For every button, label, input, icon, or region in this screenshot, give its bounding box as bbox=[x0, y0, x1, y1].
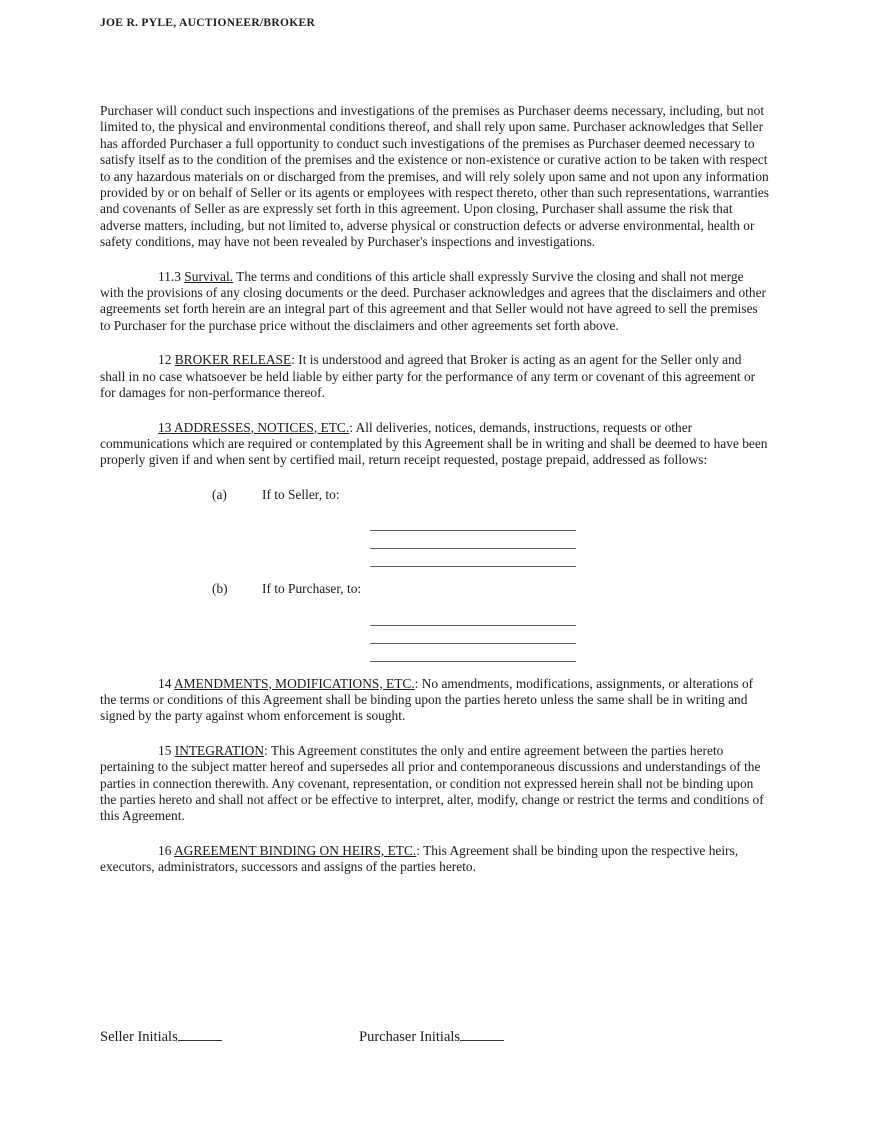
notice-row bbox=[212, 581, 770, 597]
section-title: AGREEMENT BINDING ON HEIRS, ETC. bbox=[174, 842, 417, 858]
document-header: JOE R. PYLE, AUCTIONEER/BROKER bbox=[100, 17, 316, 29]
section-12-broker-release bbox=[100, 352, 770, 401]
seller-initials-label: Seller Initials bbox=[100, 1029, 178, 1045]
initials-footer bbox=[100, 1026, 770, 1046]
notice-label: (a) bbox=[212, 486, 227, 502]
seller-address-lines bbox=[370, 513, 770, 567]
address-blank-line bbox=[370, 644, 576, 662]
section-title: BROKER RELEASE bbox=[174, 352, 292, 368]
notice-row bbox=[212, 487, 770, 503]
paragraph-inspections: Purchaser will conduct such inspections and investigations of the premises as Purchaser deems necessary, including, but not limited to, the physical and environmental conditions thereof, and shall rely upon same. Purchaser acknowledges that Seller has afforded Purchaser a full opportunity to conduct such investigations of the premises as Purchaser deemed necessary to satisfy itself as to the condition of the premises and the existence or non-existence or curative action to be taken with respect to any hazardous materials on or discharged from the premises, and will rely solely upon same and not upon any information provided by or on behalf of Seller or its agents or employees with respect thereto, other than such representations, warranties and covenants of Seller as are expressly set forth in this agreement. Upon closing, Purchaser shall assume the risk that adverse matters, including, but not limited to, adverse physical or construction defects or adverse environmental, health or safety conditions, may have not been revealed by Purchaser's inspections and investigations. bbox=[100, 103, 769, 250]
seller-initials bbox=[100, 1026, 222, 1046]
seller-initials-blank-line bbox=[178, 1026, 222, 1041]
purchaser-address-lines bbox=[370, 608, 770, 662]
section-title: Survival. bbox=[184, 268, 234, 284]
section-number: 11.3 bbox=[158, 268, 185, 284]
notice-label: (b) bbox=[212, 581, 228, 597]
section-11-3 bbox=[100, 269, 770, 335]
notice-item-seller bbox=[212, 487, 770, 567]
section-number: 16 bbox=[158, 842, 174, 858]
section-title: 13 ADDRESSES, NOTICES, ETC. bbox=[158, 419, 350, 435]
section-body-text: : It is understood and agreed that Broker is acting as an agent for the Seller only and shall in no case whatsoever be held liable by either party for the performance of any term or covenant of this agreement or for damages for non-performance thereof. bbox=[100, 352, 756, 401]
section-number: 12 bbox=[158, 352, 175, 368]
section-body-text: The terms and conditions of this article shall expressly Survive the closing and shall not merge with the provisions of any closing documents or the deed. Purchaser acknowledges and agrees that the disclaimers and other agreements set forth herein are an integral part of this agreement and that Seller would not have agreed to sell the premises to Purchaser for the purchase price without the disclaimers and other agreements set forth above. bbox=[100, 268, 766, 333]
section-body-text: : This Agreement constitutes the only and entire agreement between the parties hereto pertaining to the subject matter hereof and supersedes all prior and contemporaneous discussions and understandings of the parties in connection therewith. Any covenant, representation, or condition not expressed herein shall not be binding upon the parties hereto and shall not affect or be effective to interpret, alter, modify, change or restrict the terms and conditions of this Agreement. bbox=[100, 742, 764, 824]
section-14-amendments bbox=[100, 676, 770, 725]
section-title: INTEGRATION bbox=[174, 742, 265, 758]
section-body-text: : No amendments, modifications, assignments, or alterations of the terms or conditions of this Agreement shall be binding upon the parties hereto unless the same shall be in writing and signed by the party against whom enforcement is sought. bbox=[100, 675, 754, 724]
section-16-binding-on-heirs bbox=[100, 843, 770, 876]
address-blank-line bbox=[370, 513, 576, 531]
section-title: AMENDMENTS, MODIFICATIONS, ETC. bbox=[174, 675, 415, 691]
notice-address-block bbox=[100, 487, 770, 662]
section-number: 14 bbox=[158, 675, 174, 691]
purchaser-initials bbox=[359, 1026, 504, 1046]
document-body bbox=[100, 103, 770, 894]
address-blank-line bbox=[370, 608, 576, 626]
section-15-integration bbox=[100, 743, 770, 825]
address-blank-line bbox=[370, 549, 576, 567]
purchaser-initials-blank-line bbox=[460, 1026, 504, 1041]
section-body-text: : All deliveries, notices, demands, instructions, requests or other communications which are required or contemplated by this Agreement shall be in writing and shall be deemed to have been properly given if and when sent by certified mail, return receipt requested, postage prepaid, addressed as follows: bbox=[100, 419, 768, 468]
notice-text: If to Seller, to: bbox=[262, 486, 340, 502]
purchaser-initials-label: Purchaser Initials bbox=[359, 1029, 461, 1045]
address-blank-line bbox=[370, 531, 576, 549]
section-number: 15 bbox=[158, 742, 175, 758]
address-blank-line bbox=[370, 626, 576, 644]
notice-item-purchaser bbox=[212, 581, 770, 661]
section-13-addresses-notices bbox=[100, 420, 770, 469]
section-body-text: : This Agreement shall be binding upon the respective heirs, executors, administrators, successors and assigns of the parties hereto. bbox=[100, 842, 739, 875]
notice-text: If to Purchaser, to: bbox=[262, 581, 362, 597]
